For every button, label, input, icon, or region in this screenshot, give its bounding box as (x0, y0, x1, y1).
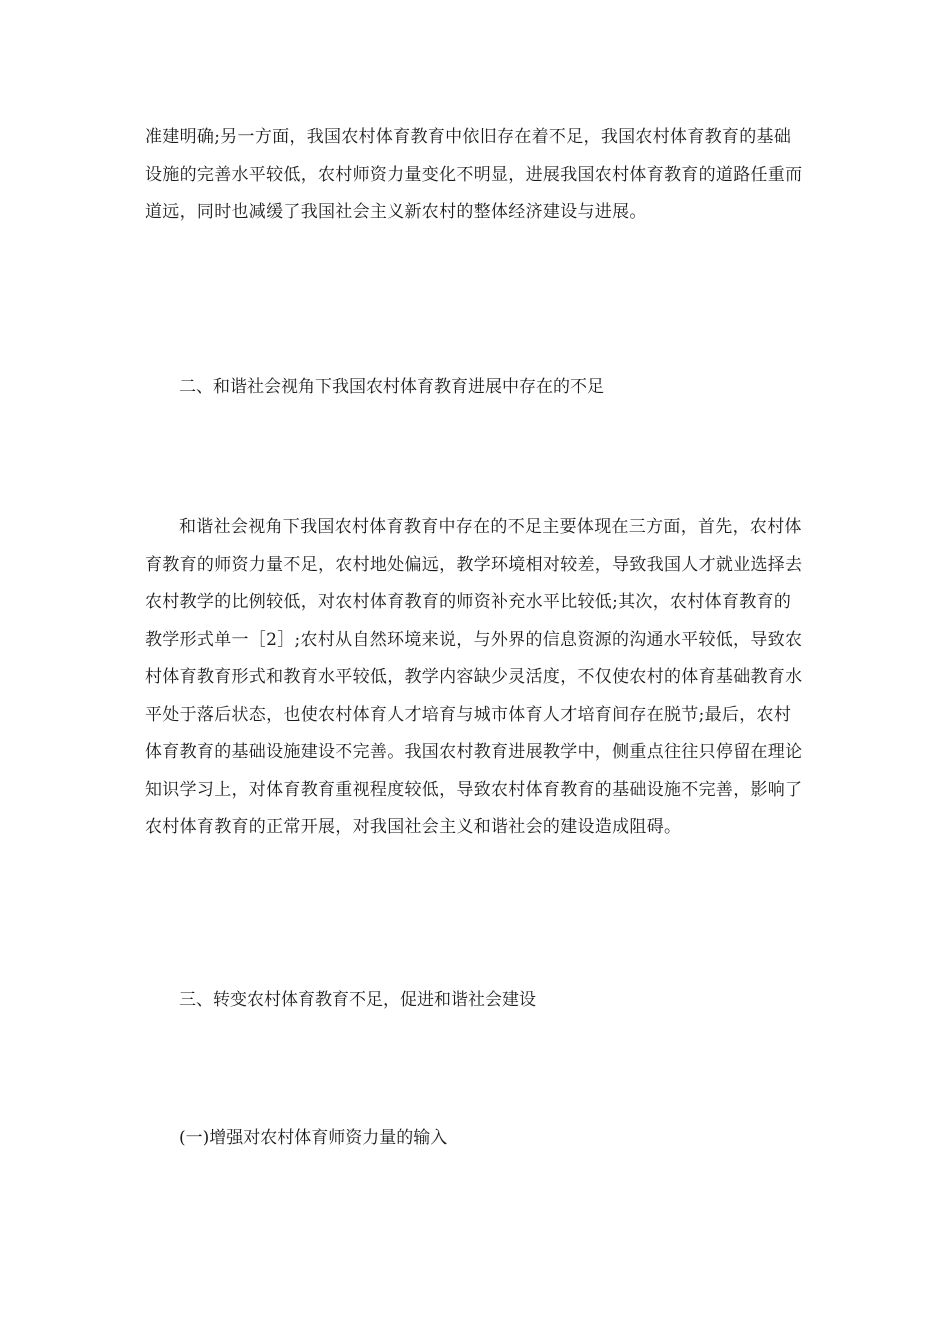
paragraph-continued: 准建明确;另一方面，我国农村体育教育中依旧存在着不足，我国农村体育教育的基础设施的完善水平较低，农村师资力量变化不明显，进展我国农村体育教育的道路任重而道远，同时也减缓了我国社会主义新农村的整体经济建设与进展。 (145, 127, 803, 222)
paragraph-section-2: 和谐社会视角下我国农村体育教育中存在的不足主要体现在三方面，首先，农村体育教育的师资力量不足，农村地处偏远，教学环境相对较差，导致我国人才就业选择去农村教学的比例较低，对农村体育教育的师资补充水平比较低;其次，农村体育教育的教学形式单一［2］;农村从自然环境来说，与外界的信息资源的沟通水平较低，导致农村体育教育形式和教育水平较低，教学内容缺少灵活度，不仅使农村的体育基础教育水平处于落后状态，也使农村体育人才培育与城市体育人才培育间存在脱节;最后，农村体育教育的基础设施建设不完善。我国农村教育进展教学中，侧重点往往只停留在理论知识学习上，对体育教育重视程度较低，导致农村体育教育的基础设施不完善，影响了农村体育教育的正常开展，对我国社会主义和谐社会的建设造成阻碍。 (145, 517, 803, 837)
subsection-heading-3-1: (一)增强对农村体育师资力量的输入 (179, 1128, 448, 1148)
section-heading-3: 三、转变农村体育教育不足，促进和谐社会建设 (179, 990, 536, 1010)
section-heading-2: 二、和谐社会视角下我国农村体育教育进展中存在的不足 (179, 377, 604, 397)
